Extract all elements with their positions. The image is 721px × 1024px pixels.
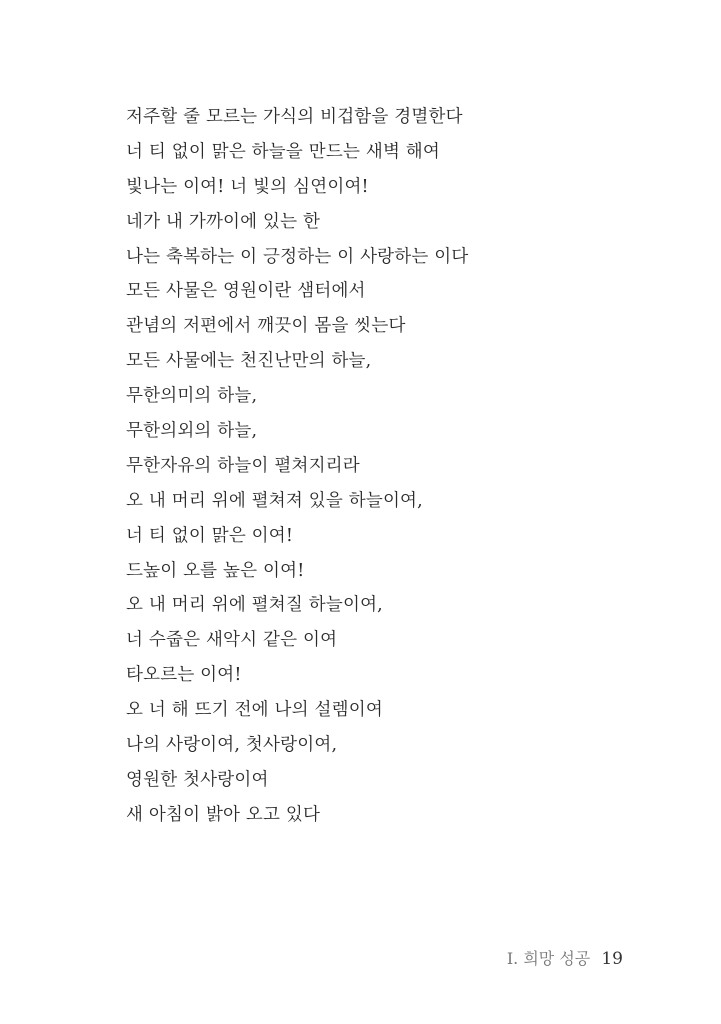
poem-line: 관념의 저편에서 깨끗이 몸을 씻는다 (126, 316, 406, 337)
poem-line: 오 내 머리 위에 펼쳐질 하늘이여, (126, 595, 383, 616)
poem-line: 오 너 해 뜨기 전에 나의 설렘이여 (126, 700, 383, 721)
poem-line: 영원한 첫사랑이여 (126, 769, 269, 790)
poem-line: 너 티 없이 맑은 하늘을 만드는 새벽 해여 (126, 141, 441, 162)
poem-line: 무한자유의 하늘이 펼쳐지리라 (126, 455, 360, 476)
poem-body (126, 100, 646, 833)
poem-line: 빛나는 이여! 너 빛의 심연이여! (126, 176, 369, 197)
poem-line: 나의 사랑이여, 첫사랑이여, (126, 735, 338, 756)
poem-line: 모든 사물에는 천진난만의 하늘, (126, 351, 372, 372)
poem-line: 무한의외의 하늘, (126, 421, 258, 442)
poem-line: 새 아침이 밝아 오고 있다 (126, 804, 321, 825)
page-number: 19 (601, 949, 623, 969)
section-title: I. 희망 성공 (506, 949, 591, 968)
poem-line: 타오르는 이여! (126, 665, 242, 686)
poem-line: 너 수줍은 새악시 같은 이여 (126, 630, 338, 651)
poem-line: 드높이 오를 높은 이여! (126, 560, 305, 581)
poem-line: 나는 축복하는 이 긍정하는 이 사랑하는 이다 (126, 246, 469, 267)
poem-line: 너 티 없이 맑은 이여! (126, 525, 294, 546)
page-footer (507, 946, 623, 969)
poem-line: 네가 내 가까이에 있는 한 (126, 211, 321, 232)
poem-line: 오 내 머리 위에 펼쳐져 있을 하늘이여, (126, 490, 423, 511)
poem-line: 무한의미의 하늘, (126, 386, 258, 407)
poem-line: 모든 사물은 영원이란 샘터에서 (126, 281, 366, 302)
poem-line: 저주할 줄 모르는 가식의 비겁함을 경멸한다 (126, 107, 463, 127)
